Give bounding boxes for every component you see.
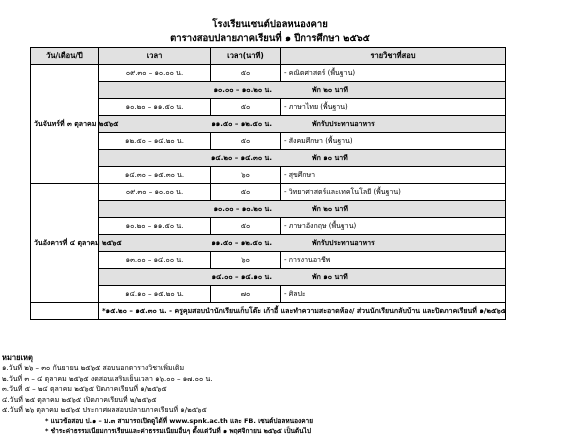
exam-time: ๑๒.๕๐ – ๑๔.๒๐ น. <box>99 133 211 150</box>
break-time: ๑๑.๕๐ – ๑๒.๕๐ น. <box>211 239 272 247</box>
day-label: วันจันทร์ที่ ๓ ตุลาคม ๒๕๖๕ <box>31 65 99 184</box>
exam-time: ๑๐.๒๐ – ๑๑.๕๐ น. <box>99 99 211 116</box>
exam-time: ๑๓.๐๐ – ๑๔.๐๐ น. <box>99 252 211 269</box>
break-row <box>31 116 506 133</box>
note-spacer <box>31 303 99 320</box>
remark-item: ๒.วันที่ ๓ – ๔ ตุลาคม ๒๕๖๕ งดสอนเสริมเย็นเวลา ๑๖.๐๐ – ๑๗.๐๐ น. <box>2 374 213 383</box>
break-row <box>31 269 506 286</box>
exam-subject: - การงานอาชีพ <box>281 252 506 269</box>
exam-time: ๑๐.๒๐ – ๑๑.๕๐ น. <box>99 218 211 235</box>
exam-row <box>31 252 506 269</box>
exam-minutes: ๕๐ <box>211 184 281 201</box>
remark-item: ๑.วันที่ ๒๖ – ๓๐ กันยายน ๒๕๖๕ สอบนอกตารางวิชาเพิ่มเติม <box>2 364 185 372</box>
break-label: พัก ๑๐ นาที <box>312 273 348 281</box>
exam-subject: - ศิลปะ <box>281 286 506 303</box>
column-header-date: วัน/เดือน/ปี <box>31 48 99 65</box>
exam-minutes: ๖๐ <box>211 167 281 184</box>
remarks-heading: หมายเหตุ <box>2 353 33 362</box>
exam-row <box>31 133 506 150</box>
break-time: ๑๐.๐๐ – ๑๐.๒๐ น. <box>213 205 272 213</box>
remark-item: ๕.วันที่ ๒๖ ตุลาคม ๒๕๖๕ ประกาศผลสอบปลายภาคเรียนที่ ๑/๒๕๖๕ <box>2 406 207 414</box>
exam-row <box>31 286 506 303</box>
exam-row <box>31 99 506 116</box>
exam-subject: - สังคมศึกษา (พื้นฐาน) <box>281 133 506 150</box>
exam-subject: - วิทยาศาสตร์และเทคโนโลยี (พื้นฐาน) <box>281 184 506 201</box>
remark-footnote: * ชำระค่าธรรมเนียมการเรียนและค่าธรรมเนียมอื่นๆ ตั้งแต่วันที่ ๑ พฤศจิกายน ๒๕๖๕ เป็นต้นไป <box>45 426 311 435</box>
column-header-time: เวลา <box>99 48 211 65</box>
remark-footnote: * แนวข้อสอบ ป.๑ – ม.๓ สามารถเปิดดูได้ที่ www.spnk.ac.th และ FB. เซนต์ปอลหนองคาย <box>45 416 314 425</box>
exam-minutes: ๕๐ <box>211 133 281 150</box>
exam-time: ๑๔.๓๐ – ๑๕.๓๐ น. <box>99 167 211 184</box>
break-cell <box>99 82 506 99</box>
break-label: พัก ๑๐ นาที <box>312 154 348 162</box>
exam-minutes: ๕๐ <box>211 65 281 82</box>
exam-time: ๑๔.๑๐ – ๑๕.๒๐ น. <box>99 286 211 303</box>
break-cell <box>99 150 506 167</box>
break-label: พัก ๒๐ นาที <box>312 86 348 94</box>
break-cell <box>99 201 506 218</box>
schedule-title: ตารางสอบปลายภาคเรียนที่ ๑ ปีการศึกษา ๒๕๖๕ <box>170 33 370 44</box>
exam-minutes: ๗๐ <box>211 286 281 303</box>
exam-subject: - ภาษาไทย (พื้นฐาน) <box>281 99 506 116</box>
exam-subject: - ภาษาอังกฤษ (พื้นฐาน) <box>281 218 506 235</box>
exam-subject: - คณิตศาสตร์ (พื้นฐาน) <box>281 65 506 82</box>
exam-row <box>31 218 506 235</box>
exam-schedule-table <box>30 47 506 320</box>
break-time: ๑๔.๐๐ – ๑๔.๑๐ น. <box>211 273 272 281</box>
note-row <box>31 303 506 320</box>
break-time: ๑๑.๕๐ – ๑๒.๕๐ น. <box>211 120 272 128</box>
exam-subject: - สุขศึกษา <box>281 167 506 184</box>
exam-row <box>31 65 506 82</box>
column-header-subject: รายวิชาที่สอบ <box>281 48 506 65</box>
exam-time: ๐๙.๓๐ – ๑๐.๐๐ น. <box>99 65 211 82</box>
break-cell <box>99 269 506 286</box>
break-label: พักรับประทานอาหาร <box>312 239 375 247</box>
break-time: ๑๔.๒๐ – ๑๔.๓๐ น. <box>210 154 272 162</box>
break-row <box>31 82 506 99</box>
exam-minutes: ๕๐ <box>211 99 281 116</box>
column-header-minutes: เวลา(นาที) <box>211 48 281 65</box>
break-row <box>31 201 506 218</box>
break-time: ๑๐.๐๐ – ๑๐.๒๐ น. <box>213 86 272 94</box>
day-label: วันอังคารที่ ๔ ตุลาคม ๒๕๖๕ <box>31 184 99 303</box>
exam-minutes: ๖๐ <box>211 252 281 269</box>
exam-row <box>31 167 506 184</box>
exam-time: ๐๙.๓๐ – ๑๐.๐๐ น. <box>99 184 211 201</box>
break-label: พักรับประทานอาหาร <box>312 120 375 128</box>
break-row <box>31 150 506 167</box>
break-cell <box>99 235 506 252</box>
exam-minutes: ๕๐ <box>211 218 281 235</box>
break-cell <box>99 116 506 133</box>
break-label: พัก ๒๐ นาที <box>312 205 348 213</box>
break-row <box>31 235 506 252</box>
table-header-row <box>31 48 506 65</box>
remark-item: ๔.วันที่ ๒๕ ตุลาคม ๒๕๖๕ เปิดภาคเรียนที่ ๒/๒๕๖๕ <box>2 395 157 404</box>
remark-item: ๓.วันที่ ๕ – ๒๔ ตุลาคม ๒๕๖๕ ปิดภาคเรียนที่ ๑/๒๕๖๕ <box>2 385 167 393</box>
exam-row <box>31 184 506 201</box>
school-name: โรงเรียนเซนต์ปอลหนองคาย <box>212 19 328 30</box>
closing-note: *๑๕.๒๐ – ๑๕.๓๐ น. - ครูคุมสอบนำนักเรียนเก็บโต๊ะ เก้าอี้ และทำความสะอาดห้อง/ ส่วนนักเรียนกลับบ้าน และปิดภาคเรียนที่ ๑/๒๕๖๕ <box>99 303 506 320</box>
